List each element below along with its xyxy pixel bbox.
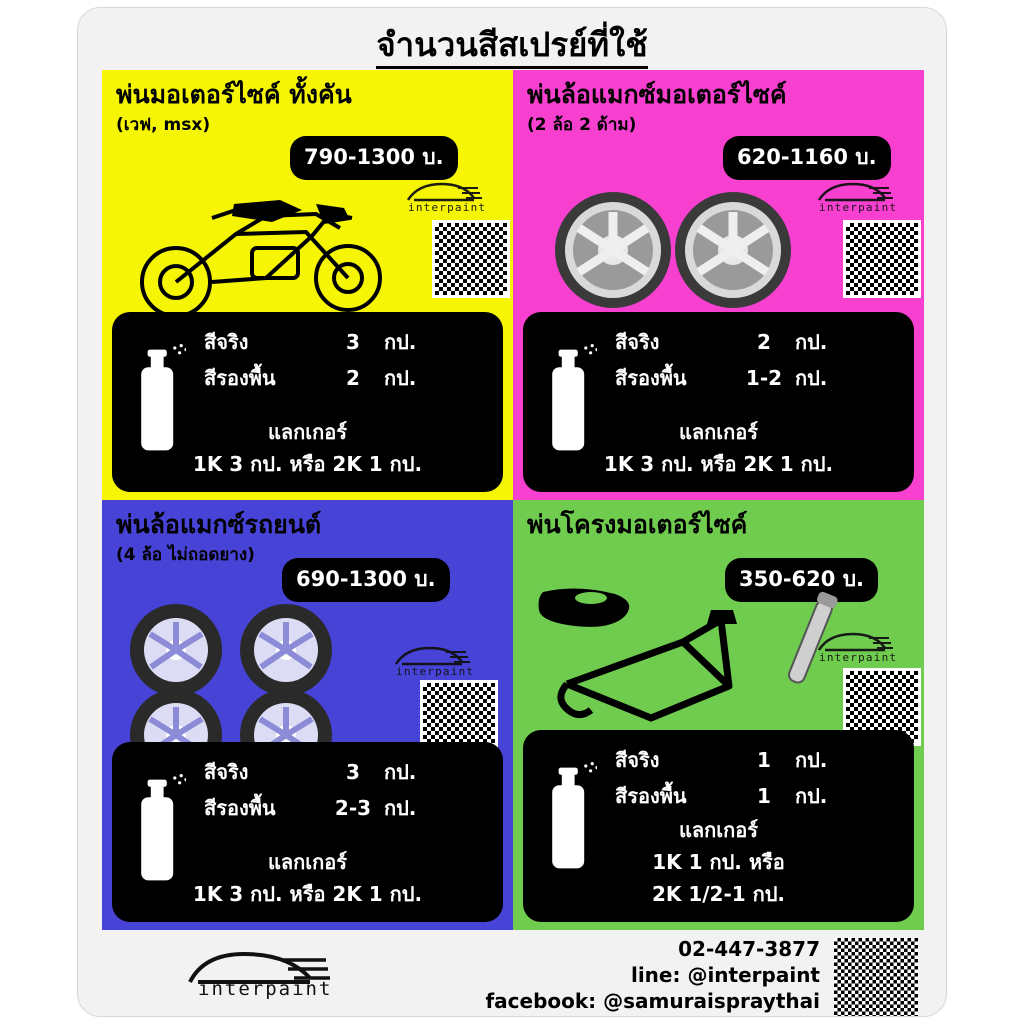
- lacquer-value: 1K 1 กป. หรือ: [652, 850, 785, 874]
- card-grid: [102, 70, 924, 930]
- spec-label: สีรองพื้น: [204, 796, 276, 820]
- spec-panel: [112, 312, 503, 492]
- price-badge: 620-1160 บ.: [723, 136, 891, 180]
- spec-panel: [523, 312, 914, 492]
- spec-row: [204, 326, 493, 358]
- card-heading: พ่นล้อแมกซ์มอเตอร์ไซค์: [527, 80, 787, 109]
- card-motorcycle-frame[interactable]: [513, 500, 924, 930]
- spec-row: [204, 792, 493, 824]
- spec-unit: กป.: [795, 330, 828, 354]
- page-title: [78, 8, 946, 77]
- watermark-logo: [402, 178, 488, 212]
- spec-unit: กป.: [384, 760, 417, 784]
- price-badge: 350-620 บ.: [725, 558, 878, 602]
- lacquer-value: 1K 3 กป. หรือ 2K 1 กป.: [603, 452, 834, 476]
- footer-qr-code[interactable]: [834, 938, 918, 1016]
- spec-row: [615, 326, 904, 358]
- spec-row: [204, 362, 493, 394]
- lacquer-value: 1K 3 กป. หรือ 2K 1 กป.: [192, 882, 423, 906]
- spec-label: สีจริง: [204, 760, 249, 784]
- card-heading: พ่นล้อแมกซ์รถยนต์: [116, 510, 322, 539]
- qr-code[interactable]: [432, 220, 510, 298]
- watermark-text: interpaint: [408, 201, 487, 214]
- watermark-logo: [813, 178, 899, 212]
- spec-rows: [615, 744, 904, 816]
- price-badge: 790-1300 บ.: [290, 136, 458, 180]
- spec-row: [615, 362, 904, 394]
- card-motorcycle-full[interactable]: [102, 70, 513, 500]
- spec-value: 2: [346, 366, 360, 390]
- brand-logo-text: interpaint: [198, 978, 333, 1000]
- contact-block: [485, 936, 820, 1014]
- card-subheading: (4 ล้อ ไม่ถอดยาง): [116, 545, 255, 566]
- spec-unit: กป.: [795, 366, 828, 390]
- spec-unit: กป.: [795, 784, 828, 808]
- brand-logo: [178, 942, 348, 1002]
- spec-label: สีรองพื้น: [615, 784, 687, 808]
- price-badge: 690-1300 บ.: [282, 558, 450, 602]
- contact-line: line: @interpaint: [630, 963, 820, 987]
- lacquer-label: แลกเกอร์: [268, 420, 347, 444]
- qr-code[interactable]: [843, 220, 921, 298]
- spec-value: 2-3: [334, 796, 372, 820]
- spec-value: 1: [757, 748, 771, 772]
- lacquer-label: แลกเกอร์: [268, 850, 347, 874]
- spec-value: 1-2: [745, 366, 783, 390]
- poster: [78, 8, 946, 1016]
- spec-label: สีจริง: [615, 748, 660, 772]
- spec-panel: [112, 742, 503, 922]
- page-title-text: จำนวนสีสเปรย์ที่ใช้: [376, 25, 647, 69]
- card-subheading: (2 ล้อ 2 ด้าม): [527, 115, 637, 136]
- spec-label: สีรองพื้น: [204, 366, 276, 390]
- spec-unit: กป.: [795, 748, 828, 772]
- watermark-text: interpaint: [396, 665, 475, 678]
- watermark-text: interpaint: [819, 651, 898, 664]
- footer: [78, 930, 946, 1016]
- spec-value: 3: [346, 330, 360, 354]
- spec-value: 1: [757, 784, 771, 808]
- spec-unit: กป.: [384, 366, 417, 390]
- spec-panel: [523, 730, 914, 922]
- card-car-wheels[interactable]: [102, 500, 513, 930]
- spec-label: สีรองพื้น: [615, 366, 687, 390]
- spec-row: [615, 780, 904, 812]
- watermark-logo: [813, 628, 899, 662]
- spec-label: สีจริง: [204, 330, 249, 354]
- watermark-text: interpaint: [819, 201, 898, 214]
- card-heading: พ่นมอเตอร์ไซค์ ทั้งคัน: [116, 80, 352, 109]
- card-motorcycle-wheels[interactable]: [513, 70, 924, 500]
- lacquer-label: แลกเกอร์: [679, 420, 758, 444]
- card-subheading: (เวฟ, msx): [116, 115, 211, 136]
- lacquer-value: 1K 3 กป. หรือ 2K 1 กป.: [192, 452, 423, 476]
- watermark-logo: [390, 642, 476, 676]
- lacquer-label: แลกเกอร์: [679, 818, 758, 842]
- lacquer-value-2: 2K 1/2-1 กป.: [651, 882, 786, 906]
- spec-unit: กป.: [384, 330, 417, 354]
- spec-unit: กป.: [384, 796, 417, 820]
- spec-row: [204, 756, 493, 788]
- spec-value: 2: [757, 330, 771, 354]
- card-heading: พ่นโครงมอเตอร์ไซค์: [527, 510, 748, 539]
- spec-rows: [615, 326, 904, 398]
- spec-value: 3: [346, 760, 360, 784]
- spec-rows: [204, 326, 493, 398]
- contact-phone: 02-447-3877: [678, 937, 820, 961]
- contact-facebook: facebook: @samuraispraythai: [485, 989, 820, 1013]
- spec-row: [615, 744, 904, 776]
- spec-rows: [204, 756, 493, 828]
- spec-label: สีจริง: [615, 330, 660, 354]
